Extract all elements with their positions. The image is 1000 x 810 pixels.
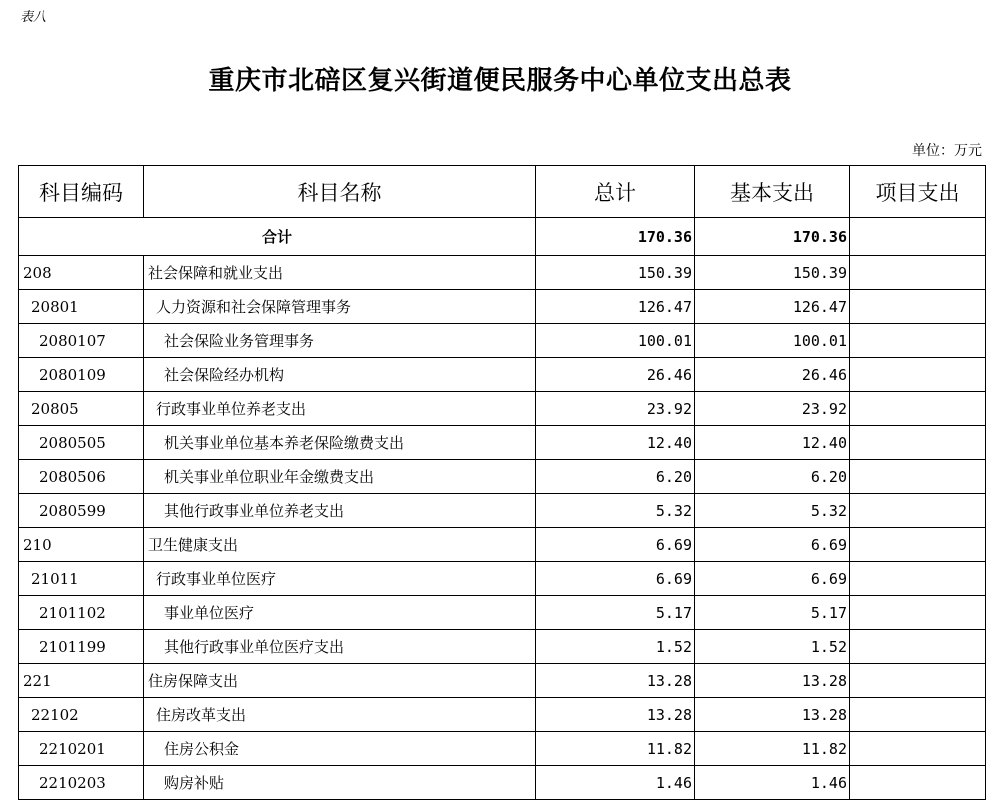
row-project-cell xyxy=(850,596,986,630)
total-label: 合计 xyxy=(19,218,536,256)
row-project-cell xyxy=(850,528,986,562)
row-basic-cell: 13.28 xyxy=(695,698,850,732)
table-row xyxy=(19,630,986,664)
row-basic-cell: 26.46 xyxy=(695,358,850,392)
table-row xyxy=(19,596,986,630)
row-basic-cell: 100.01 xyxy=(695,324,850,358)
table-row xyxy=(19,664,986,698)
row-name-cell: 行政事业单位养老支出 xyxy=(144,392,536,426)
row-total-cell: 5.17 xyxy=(536,596,695,630)
row-project-cell xyxy=(850,358,986,392)
table-row xyxy=(19,562,986,596)
row-total-cell: 5.32 xyxy=(536,494,695,528)
table-row xyxy=(19,290,986,324)
row-name-cell: 社会保险经办机构 xyxy=(144,358,536,392)
row-basic-cell: 12.40 xyxy=(695,426,850,460)
row-name-cell: 其他行政事业单位养老支出 xyxy=(144,494,536,528)
row-name-cell: 事业单位医疗 xyxy=(144,596,536,630)
row-project-cell xyxy=(850,324,986,358)
row-code-cell: 2210203 xyxy=(19,766,144,800)
row-total-cell: 126.47 xyxy=(536,290,695,324)
row-name-cell: 机关事业单位职业年金缴费支出 xyxy=(144,460,536,494)
table-row xyxy=(19,256,986,290)
total-row xyxy=(19,218,986,256)
row-project-cell xyxy=(850,290,986,324)
row-basic-cell: 23.92 xyxy=(695,392,850,426)
row-name-cell: 住房公积金 xyxy=(144,732,536,766)
row-name-cell: 住房改革支出 xyxy=(144,698,536,732)
expenditure-table xyxy=(18,165,986,800)
table-row xyxy=(19,426,986,460)
row-project-cell xyxy=(850,766,986,800)
row-code-cell: 21011 xyxy=(19,562,144,596)
row-basic-cell: 11.82 xyxy=(695,732,850,766)
row-name-cell: 机关事业单位基本养老保险缴费支出 xyxy=(144,426,536,460)
row-project-cell xyxy=(850,426,986,460)
row-total-cell: 150.39 xyxy=(536,256,695,290)
row-code-cell: 2080107 xyxy=(19,324,144,358)
row-total-cell: 1.52 xyxy=(536,630,695,664)
row-project-cell xyxy=(850,630,986,664)
row-total-cell: 100.01 xyxy=(536,324,695,358)
row-basic-cell: 13.28 xyxy=(695,664,850,698)
row-basic-cell: 1.46 xyxy=(695,766,850,800)
row-total-cell: 6.20 xyxy=(536,460,695,494)
row-basic-cell: 1.52 xyxy=(695,630,850,664)
row-project-cell xyxy=(850,392,986,426)
row-total-cell: 11.82 xyxy=(536,732,695,766)
table-row xyxy=(19,698,986,732)
unit-label: 单位：万元 xyxy=(912,143,982,159)
row-code-cell: 2210201 xyxy=(19,732,144,766)
column-header-code: 科目编码 xyxy=(19,166,144,218)
column-header-project: 项目支出 xyxy=(850,166,986,218)
total-basic-cell: 170.36 xyxy=(695,218,850,256)
total-project-cell xyxy=(850,218,986,256)
row-name-cell: 卫生健康支出 xyxy=(144,528,536,562)
row-total-cell: 1.46 xyxy=(536,766,695,800)
table-row xyxy=(19,358,986,392)
row-project-cell xyxy=(850,494,986,528)
row-code-cell: 2080505 xyxy=(19,426,144,460)
row-total-cell: 12.40 xyxy=(536,426,695,460)
row-total-cell: 6.69 xyxy=(536,562,695,596)
row-basic-cell: 6.20 xyxy=(695,460,850,494)
row-total-cell: 23.92 xyxy=(536,392,695,426)
row-name-cell: 住房保障支出 xyxy=(144,664,536,698)
row-name-cell: 社会保险业务管理事务 xyxy=(144,324,536,358)
row-code-cell: 2101102 xyxy=(19,596,144,630)
row-code-cell: 2101199 xyxy=(19,630,144,664)
table-row xyxy=(19,494,986,528)
row-code-cell: 208 xyxy=(19,256,144,290)
column-header-total: 总计 xyxy=(536,166,695,218)
table-row xyxy=(19,528,986,562)
table-number: 表八 xyxy=(20,10,47,25)
row-code-cell: 20805 xyxy=(19,392,144,426)
row-code-cell: 20801 xyxy=(19,290,144,324)
row-total-cell: 13.28 xyxy=(536,698,695,732)
row-basic-cell: 126.47 xyxy=(695,290,850,324)
row-name-cell: 人力资源和社会保障管理事务 xyxy=(144,290,536,324)
row-project-cell xyxy=(850,732,986,766)
page-title: 重庆市北碚区复兴街道便民服务中心单位支出总表 xyxy=(208,66,792,96)
table-row xyxy=(19,766,986,800)
table-header-row xyxy=(19,166,986,218)
row-total-cell: 26.46 xyxy=(536,358,695,392)
row-code-cell: 221 xyxy=(19,664,144,698)
row-code-cell: 2080109 xyxy=(19,358,144,392)
table-row xyxy=(19,460,986,494)
table-row xyxy=(19,732,986,766)
row-project-cell xyxy=(850,664,986,698)
row-basic-cell: 6.69 xyxy=(695,528,850,562)
row-name-cell: 行政事业单位医疗 xyxy=(144,562,536,596)
row-total-cell: 6.69 xyxy=(536,528,695,562)
row-name-cell: 社会保障和就业支出 xyxy=(144,256,536,290)
row-code-cell: 2080599 xyxy=(19,494,144,528)
column-header-name: 科目名称 xyxy=(144,166,536,218)
row-basic-cell: 5.32 xyxy=(695,494,850,528)
table-row xyxy=(19,392,986,426)
row-total-cell: 13.28 xyxy=(536,664,695,698)
row-basic-cell: 150.39 xyxy=(695,256,850,290)
row-project-cell xyxy=(850,562,986,596)
row-project-cell xyxy=(850,460,986,494)
row-code-cell: 22102 xyxy=(19,698,144,732)
row-basic-cell: 6.69 xyxy=(695,562,850,596)
row-project-cell xyxy=(850,256,986,290)
row-code-cell: 2080506 xyxy=(19,460,144,494)
column-header-basic: 基本支出 xyxy=(695,166,850,218)
row-basic-cell: 5.17 xyxy=(695,596,850,630)
table-row xyxy=(19,324,986,358)
row-name-cell: 其他行政事业单位医疗支出 xyxy=(144,630,536,664)
row-code-cell: 210 xyxy=(19,528,144,562)
row-name-cell: 购房补贴 xyxy=(144,766,536,800)
row-project-cell xyxy=(850,698,986,732)
total-total-cell: 170.36 xyxy=(536,218,695,256)
